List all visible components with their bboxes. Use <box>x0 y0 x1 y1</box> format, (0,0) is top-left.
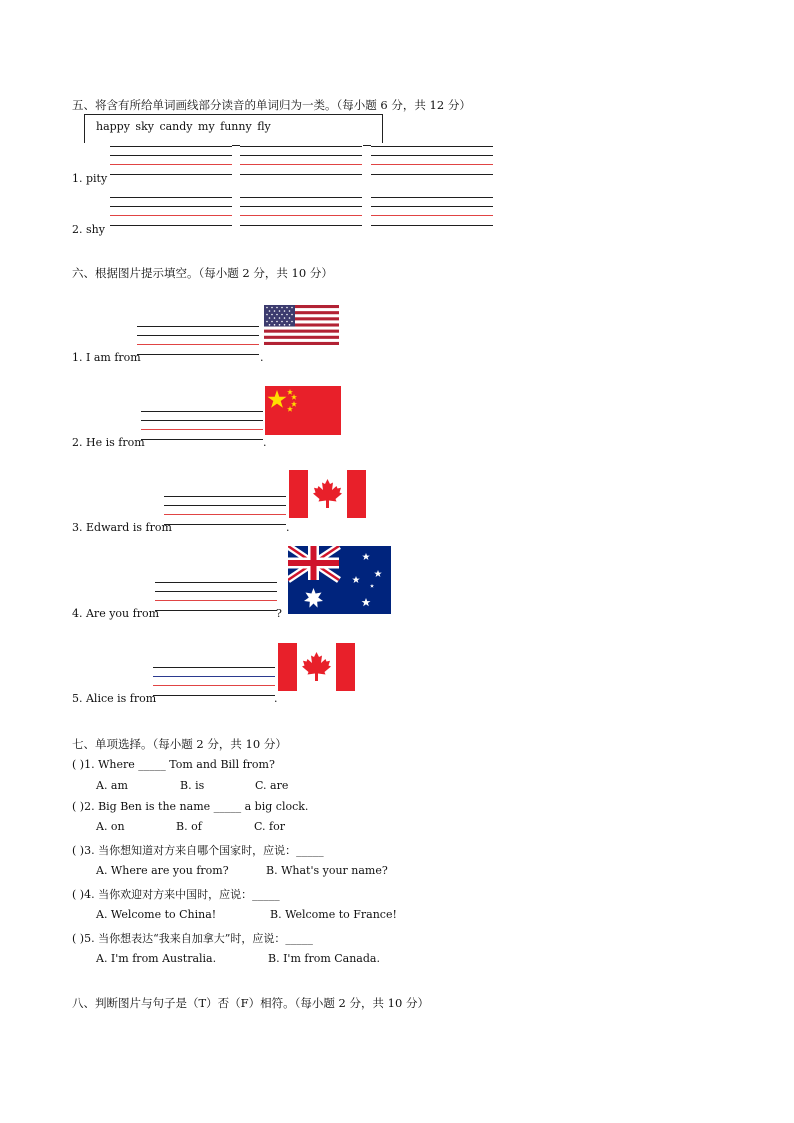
q7-5-option-a[interactable]: A. I'm from Australia. <box>96 952 217 965</box>
four-line-grid[interactable] <box>110 195 232 229</box>
q6-3-end: . <box>286 521 290 534</box>
four-line-grid[interactable] <box>137 324 259 358</box>
q6-2-label: 2. He is from <box>72 436 145 449</box>
q6-1-label: 1. I am from <box>72 351 141 364</box>
four-line-grid[interactable] <box>155 580 277 614</box>
q6-1-end: . <box>260 351 264 364</box>
four-line-grid[interactable] <box>240 144 362 178</box>
q7-1-option-a[interactable]: A. am <box>96 779 128 792</box>
q7-1: ( )1. Where _____ Tom and Bill from? <box>72 758 275 771</box>
q7-2-option-b[interactable]: B. of <box>176 820 202 833</box>
q6-5-label: 5. Alice is from <box>72 692 157 705</box>
four-line-grid[interactable] <box>371 195 493 229</box>
canada-flag <box>278 643 355 691</box>
section7-title: 七、单项选择。（每小题 2 分，共 10 分） <box>72 737 287 751</box>
q7-5-option-b[interactable]: B. I'm from Canada. <box>268 952 380 965</box>
q7-4-option-b[interactable]: B. Welcome to France! <box>270 908 397 921</box>
australia-flag <box>288 546 391 614</box>
q7-3-option-b[interactable]: B. What's your name? <box>266 864 388 877</box>
q7-2-option-c[interactable]: C. for <box>254 820 285 833</box>
q7-5: ( )5. 当你想表达“我来自加拿大”时，应说：_____ <box>72 932 313 945</box>
q7-2: ( )2. Big Ben is the name _____ a big clock. <box>72 800 309 813</box>
canada-flag <box>289 470 366 518</box>
usa-flag <box>264 305 339 345</box>
q5-1-label: 1. pity <box>72 172 108 185</box>
four-line-grid[interactable] <box>153 665 275 699</box>
q7-3: ( )3. 当你想知道对方来自哪个国家时，应说：_____ <box>72 844 324 857</box>
q6-3-label: 3. Edward is from <box>72 521 172 534</box>
four-line-grid[interactable] <box>240 195 362 229</box>
china-flag <box>265 386 341 435</box>
section5-title: 五、将含有所给单词画线部分读音的单词归为一类。（每小题 6 分，共 12 分） <box>72 98 471 112</box>
four-line-grid[interactable] <box>164 494 286 528</box>
q7-3-option-a[interactable]: A. Where are you from? <box>96 864 229 877</box>
four-line-grid[interactable] <box>141 409 263 443</box>
four-line-grid[interactable] <box>371 144 493 178</box>
dash <box>232 145 240 146</box>
q6-4-end: ? <box>276 607 282 620</box>
section6-title: 六、根据图片提示填空。（每小题 2 分，共 10 分） <box>72 266 333 280</box>
q6-2-end: . <box>263 436 267 449</box>
q7-4-option-a[interactable]: A. Welcome to China! <box>96 908 217 921</box>
q5-2-label: 2. shy <box>72 223 105 236</box>
word-bank: happy sky candy my funny fly <box>96 120 271 133</box>
q6-5-end: . <box>274 692 278 705</box>
q7-2-option-a[interactable]: A. on <box>96 820 125 833</box>
q7-1-option-b[interactable]: B. is <box>180 779 205 792</box>
q6-4-label: 4. Are you from <box>72 607 160 620</box>
section8-title: 八、判断图片与句子是（T）否（F）相符。（每小题 2 分，共 10 分） <box>72 996 429 1010</box>
four-line-grid[interactable] <box>110 144 232 178</box>
dash <box>363 145 371 146</box>
q7-4: ( )4. 当你欢迎对方来中国时，应说：_____ <box>72 888 280 901</box>
q7-1-option-c[interactable]: C. are <box>255 779 289 792</box>
